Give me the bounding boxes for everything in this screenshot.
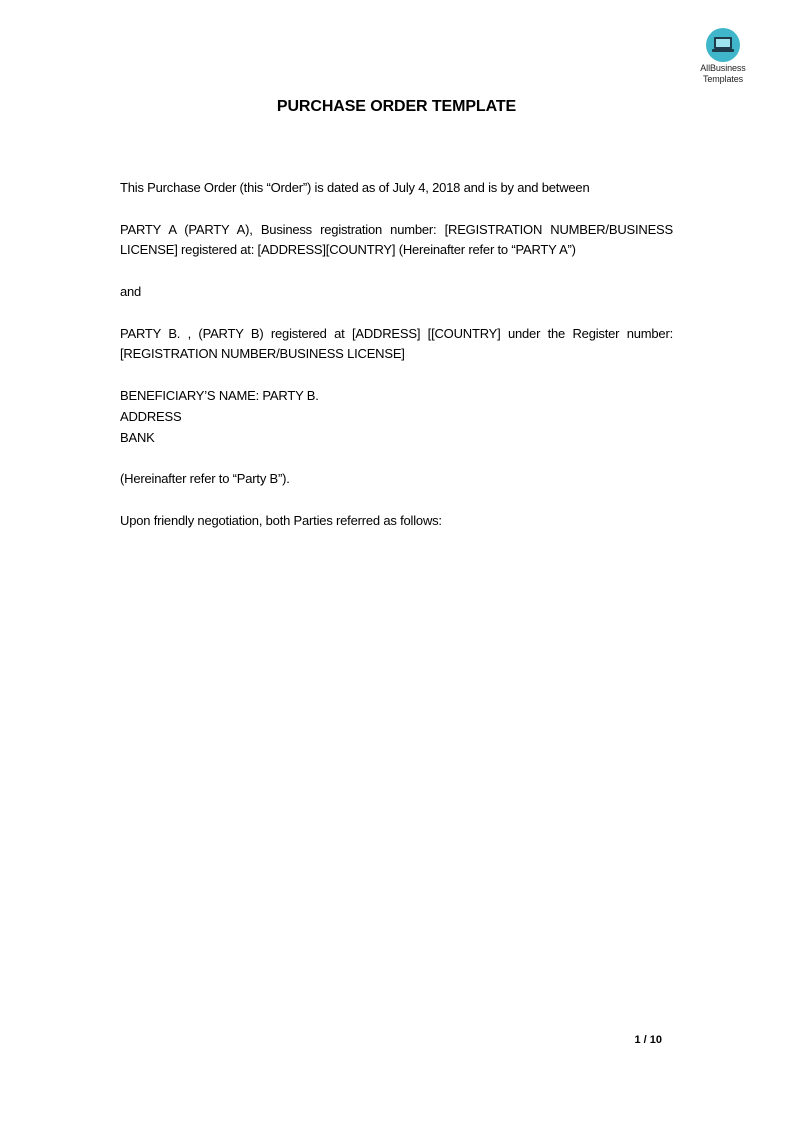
beneficiary-address: ADDRESS bbox=[120, 408, 182, 424]
intro-paragraph: This Purchase Order (this “Order”) is dated as of July 4, 2018 and is by and between bbox=[120, 180, 590, 195]
page-number: 1 / 10 bbox=[634, 1034, 662, 1046]
beneficiary-block bbox=[120, 386, 673, 448]
document-body bbox=[120, 178, 673, 552]
document-title: PURCHASE ORDER TEMPLATE bbox=[276, 98, 517, 115]
party-a-paragraph: PARTY A (PARTY A), Business registration number: [REGISTRATION NUMBER/BUSINESS LICENSE] registered at: [ADDRESS][COUNTRY] (Hereinafter refer to “PARTY A”) bbox=[120, 221, 673, 258]
beneficiary-name: BENEFICIARY’S NAME: PARTY B. bbox=[120, 387, 319, 403]
laptop-icon bbox=[706, 28, 740, 62]
and-paragraph: and bbox=[120, 283, 142, 299]
logo-text-line2: Templates bbox=[702, 74, 744, 84]
party-b-paragraph: PARTY B. , (PARTY B) registered at [ADDRESS] [[COUNTRY] under the Register number: [REGISTRATION NUMBER/BUSINESS LICENSE] bbox=[120, 325, 673, 362]
hereinafter-party-b: (Hereinafter refer to “Party B”). bbox=[120, 471, 290, 487]
negotiation-paragraph: Upon friendly negotiation, both Parties referred as follows: bbox=[120, 512, 442, 528]
logo-text-line1: AllBusiness bbox=[700, 63, 746, 73]
beneficiary-bank: BANK bbox=[120, 429, 155, 445]
brand-logo bbox=[693, 28, 753, 84]
